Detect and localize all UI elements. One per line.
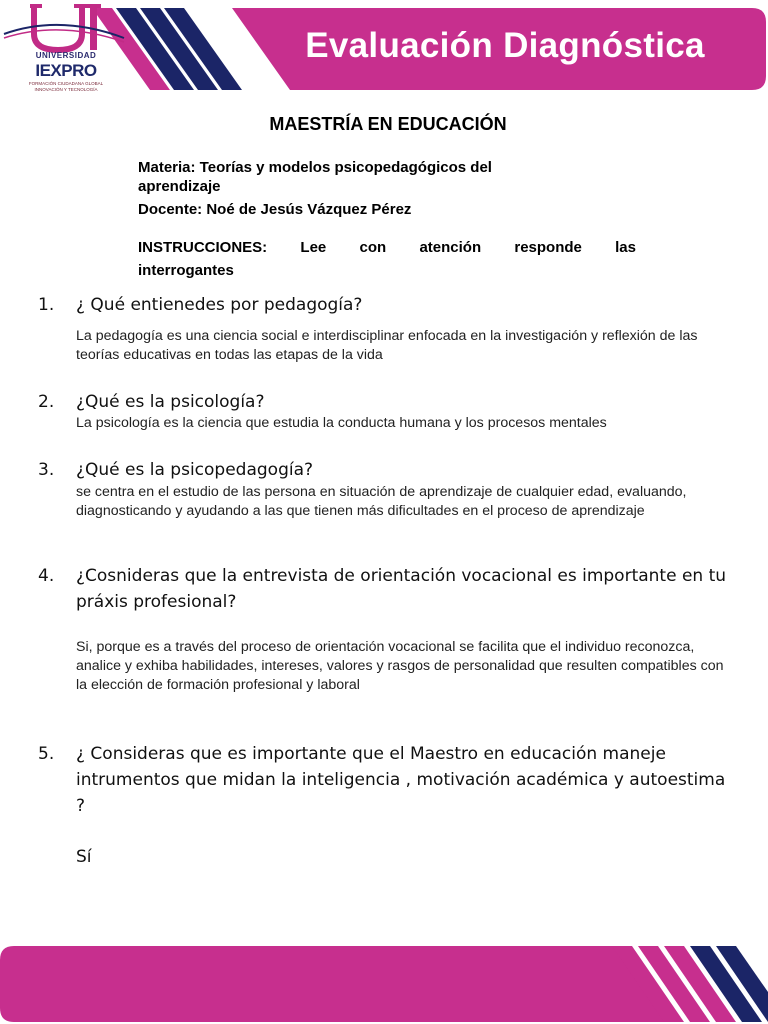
answer-5: Sí bbox=[76, 847, 92, 867]
footer-banner bbox=[0, 940, 768, 1024]
footer-bar bbox=[0, 946, 672, 1022]
question-text: ¿Qué es la psicopedagogía? bbox=[76, 460, 314, 480]
logo-tagline-2: INNOVACIÓN Y TECNOLOGÍA bbox=[34, 87, 98, 92]
question-number: 5. bbox=[38, 744, 55, 764]
question-number: 4. bbox=[38, 566, 55, 586]
question-text: ¿ Qué entienedes por pedagogía? bbox=[76, 295, 363, 315]
question-text: ¿ Consideras que es importante que el Maestro en educación maneje intrumentos que midan la inteligencia , motivación académica y autoestima ? bbox=[76, 744, 726, 816]
question-number: 3. bbox=[38, 460, 55, 480]
question-text: ¿Cosnideras que la entrevista de orientación vocacional es importante en tu práxis profesional? bbox=[76, 566, 727, 612]
header-title: Evaluación Diagnóstica bbox=[305, 26, 705, 65]
logo-name: IEXPRO bbox=[35, 61, 97, 80]
document-title: MAESTRÍA EN EDUCACIÓN bbox=[269, 114, 507, 134]
question-number: 2. bbox=[38, 392, 55, 412]
docente-line: Docente: Noé de Jesús Vázquez Pérez bbox=[138, 201, 412, 218]
instructions-line-2: interrogantes bbox=[138, 262, 234, 279]
materia-line: Materia: Teorías y modelos psicopedagógicos del aprendizaje bbox=[138, 159, 492, 195]
answer-3: se centra en el estudio de las persona en situación de aprendizaje de cualquier edad, evaluando, diagnosticando y ayudando a las que tienen más dificultades en el proceso de aprendizaje bbox=[76, 484, 687, 519]
question-text: ¿Qué es la psicología? bbox=[76, 392, 265, 412]
university-logo bbox=[0, 0, 130, 100]
instructions-line-1: INSTRUCCIONES: Lee con atención responde las bbox=[138, 239, 636, 256]
answer-1: La pedagogía es una ciencia social e interdisciplinar enfocada en la investigación y reflexión de las teorías educativas en todas las etapas de la vida bbox=[76, 328, 698, 363]
logo-tagline-1: FORMACIÓN CIUDADANA GLOBAL bbox=[28, 81, 104, 86]
question-number: 1. bbox=[38, 295, 55, 315]
logo-university-label: UNIVERSIDAD bbox=[35, 51, 97, 60]
answer-2: La psicología es la ciencia que estudia la conducta humana y los procesos mentales bbox=[76, 415, 607, 431]
answer-4: Si, porque es a través del proceso de orientación vocacional se facilita que el individuo reconozca, analice y exhiba habilidades, intereses, valores y rasgos de personalidad que resulten compatibles con la elección de formación profesional y laboral bbox=[76, 639, 724, 693]
